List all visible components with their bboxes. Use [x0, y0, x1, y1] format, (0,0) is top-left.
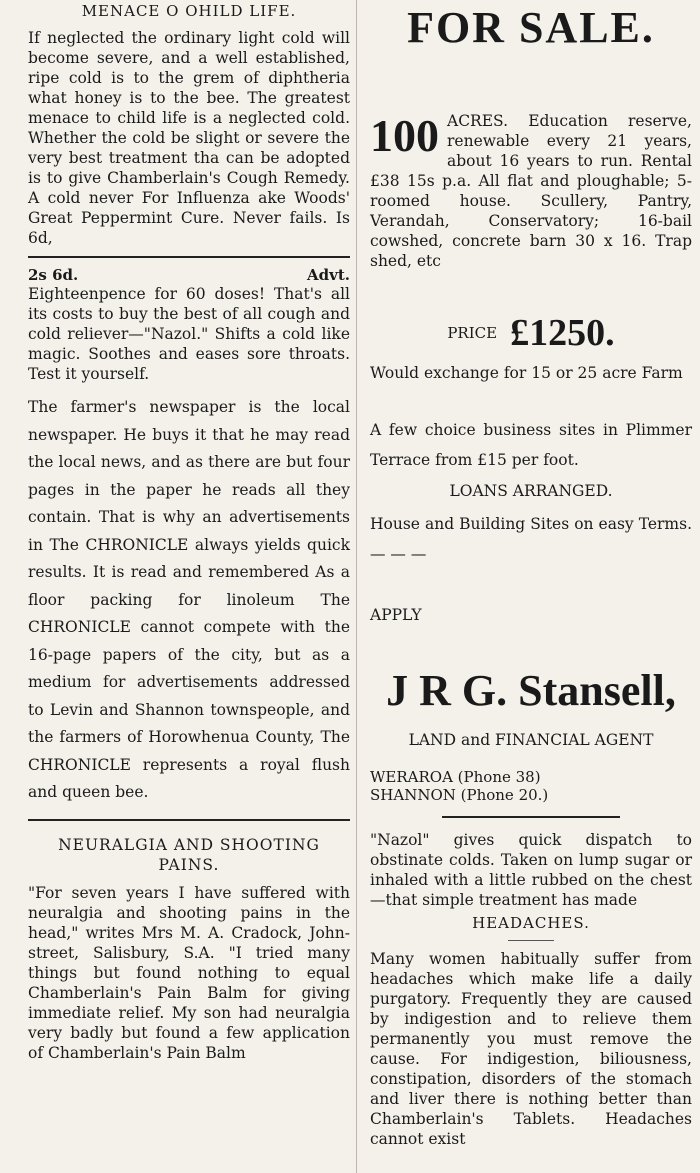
acres-text: ACRES. Education reserve, renewable every 21 years, about 16 years to run. Rental £38 15s p.a. All flat and ploughable; 5-roomed house. Scullery, Pantry, Verandah, Conservatory; 16-bail cowshed, concrete barn 30 x 16. Trap shed, etc — [370, 112, 692, 270]
nazol-header — [28, 266, 350, 284]
farmer-article: The farmer's newspaper is the local newspaper. He buys it that he may read the local news, and as there are but four pages in the paper he reads all they contain. That is why an advertisements in The CHRONICLE always yields quick results. It is read and remembered As a floor packing for linoleum The CHRONICLE cannot compete with the 16-page papers of the city, but as a medium for advertisements addressed to Levin and Shannon townspeople, and the farmers of Horowhenua County, The CHRONICLE represents a royal flush and queen bee. — [28, 398, 350, 801]
column-divider — [356, 0, 357, 1173]
agent-title: LAND and FINANCIAL AGENT — [408, 731, 654, 749]
nazol-article: Eighteenpence for 60 doses! That's all its costs to buy the best of all cough and cold reliever—"Nazol." Shifts a cold like magic. Soothes and eases sore throats. Test it yourself. — [28, 285, 350, 383]
right-column — [370, 0, 692, 1149]
rule — [508, 940, 553, 941]
headaches-article: Many women habitually suffer from headaches which make life a daily purgatory. Frequently they are caused by indigestion and to relieve them permanently you must remove the cause. For indigestion, biliousness, constipation, disorders of the stomach and liver there is nothing better than Chamberlain's Tablets. Headaches cannot exist — [370, 950, 692, 1148]
hundred-acres-number: 100 — [370, 110, 439, 161]
price-label: PRICE — [447, 324, 498, 342]
phone-weraroa: WERAROA (Phone 38) — [370, 768, 541, 786]
loans-arranged: LOANS ARRANGED. — [449, 482, 613, 500]
house-sites: House and Building Sites on easy Terms. — — — — [370, 515, 692, 563]
headaches-heading: HEADACHES. — [472, 914, 590, 932]
menace-article: If neglected the ordinary light cold will become severe, and a well established, ripe cold is to the grem of diphtheria what honey is to the bee. The greatest menace to child life is a neglected cold. Whether the cold be slight or severe the very best treatment tha can be adopted is to give Chamberlain's Cough Remedy. A cold never For Influenza ake Woods' Great Peppermint Cure. Never fails. Is 6d, — [28, 29, 350, 247]
apply-label: APPLY — [370, 606, 422, 624]
acres-block — [370, 111, 692, 271]
agent-name: J R G. Stansell, — [386, 666, 676, 715]
neuralgia-heading: NEURALGIA AND SHOOTING PAINS. — [58, 835, 320, 874]
exchange-text: Would exchange for 15 or 25 acre Farm — [370, 364, 683, 382]
left-column — [28, 0, 350, 1063]
for-sale-heading: FOR SALE. — [407, 3, 655, 52]
menace-heading: MENACE O OHILD LIFE. — [81, 2, 297, 20]
rule — [442, 816, 619, 818]
price-tag: 2s 6d. — [28, 266, 79, 284]
advt-tag: Advt. — [307, 266, 350, 284]
business-sites: A few choice business sites in Plimmer Terrace from £15 per foot. — [370, 421, 692, 469]
rule — [28, 819, 350, 821]
neuralgia-article: "For seven years I have suffered with neuralgia and shooting pains in the head," writes Mrs M. A. Cradock, John-street, Salisbury, S.A. "I tried many things but found nothing to equal Chamberlain's Pain Balm for giving immediate relief. My son had neuralgia very badly but found a few application of Chamberlain's Pain Balm — [28, 883, 350, 1062]
nazol-right-article: "Nazol" gives quick dispatch to obstinate colds. Taken on lump sugar or inhaled with a little rubbed on the chest—that simple treatment has made — [370, 831, 692, 909]
price-value: £1250. — [510, 312, 615, 354]
rule — [28, 256, 350, 258]
price-row — [370, 311, 692, 355]
phone-shannon: SHANNON (Phone 20.) — [370, 786, 549, 804]
